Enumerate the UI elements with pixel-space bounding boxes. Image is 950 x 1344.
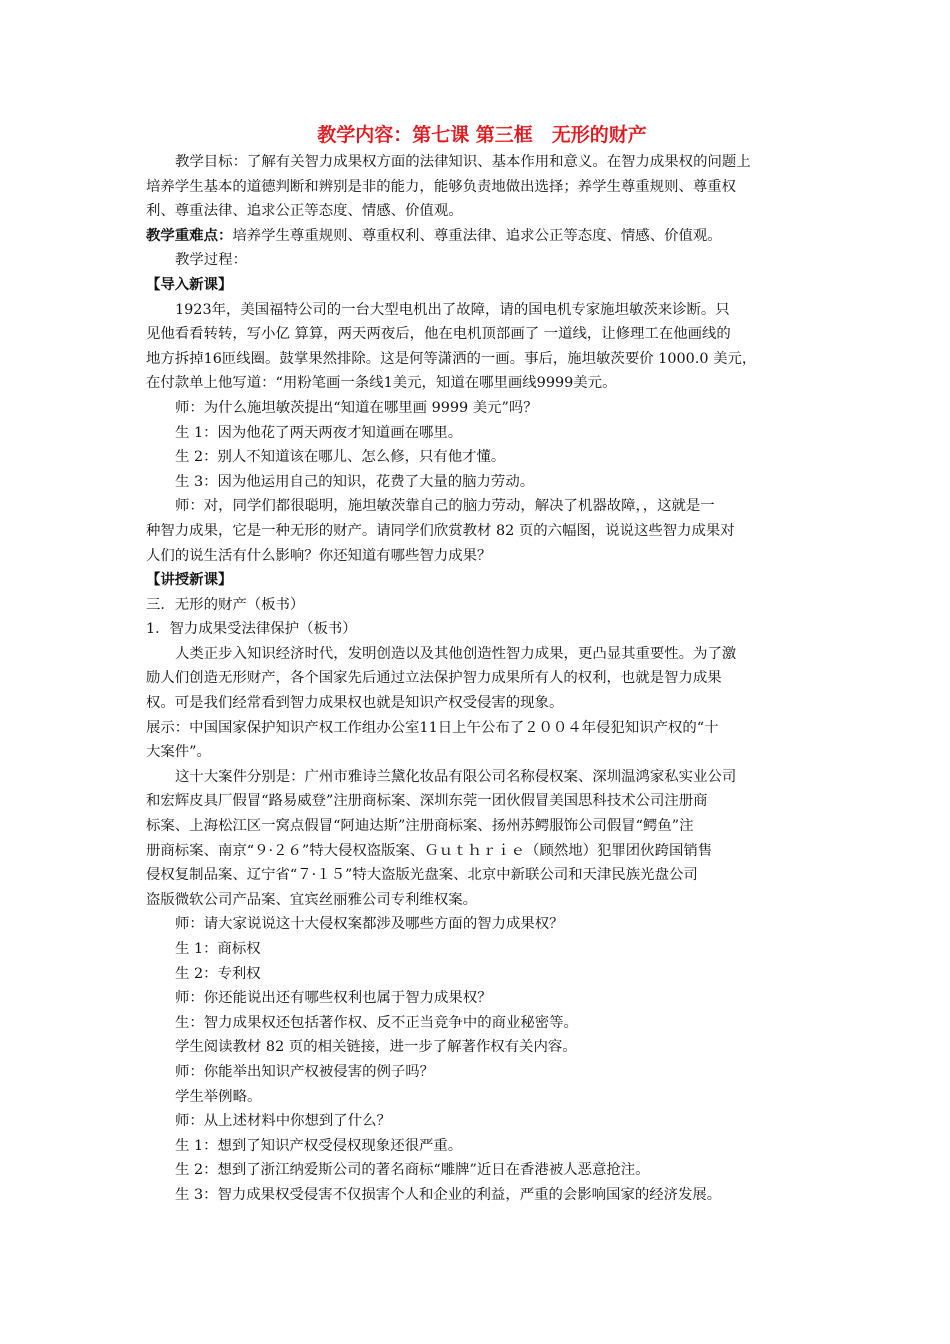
text-line: 地方拆掉16匝线圈。鼓掌果然排除。这是何等潇洒的一画。事后，施坦敏茨要价 1000.0 美元， (146, 350, 757, 367)
text-line: 盗版微软公司产品案、宜宾丝丽雅公司专利维权案。 (146, 891, 477, 908)
text-line: 见他看看转转，写小亿 算算，两天两夜后，他在电机顶部画了 一道线，让修理工在他画线的 (146, 326, 731, 343)
text-line: 【讲授新课】 (146, 571, 233, 589)
text-line: 生 3：因为他运用自己的知识，花费了大量的脑力劳动。 (175, 473, 535, 490)
text-line: 种智力成果，它是一种无形的财产。请同学们欣赏教材 82 页的六幅图，说说这些智力成果对 (146, 522, 735, 539)
text-line: 这十大案件分别是：广州市雅诗兰黛化妆品有限公司名称侵权案、深圳温鸿家私实业公司 (175, 768, 737, 785)
text-line: 师：你还能说出还有哪些权利也属于智力成果权？ (175, 990, 492, 1007)
document-title: 教学内容：第七课 第三框 无形的财产 (317, 124, 647, 146)
text-line: 三．无形的财产（板书） (146, 596, 305, 613)
text-line: 生 1：商标权 (175, 941, 261, 957)
document-body (146, 150, 810, 1208)
line-text: 培养学生尊重规则、尊重权利、尊重法律、追求公正等态度、情感、价值观。 (232, 227, 722, 244)
text-line: 标案、上海松江区一窝点假冒“阿迪达斯”注册商标案、扬州苏鳄服饰公司假冒“鳄鱼”注 (146, 818, 694, 835)
section-label: 教学重难点： (146, 226, 233, 244)
text-line: 大案件”。 (146, 744, 211, 761)
text-line: 生 1：想到了知识产权受侵权现象还很严重。 (175, 1137, 463, 1154)
text-line (146, 224, 810, 249)
text-line: 师：从上述材料中你想到了什么？ (175, 1113, 391, 1130)
text-line: 教学目标：了解有关智力成果权方面的法律知识、基本作用和意义。在智力成果权的问题上 (175, 154, 751, 170)
text-line: 人类正步入知识经济时代，发明创造以及其他创造性智力成果，更凸显其重要性。为了激 (175, 645, 737, 662)
text-line: 生：智力成果权还包括著作权、反不正当竞争中的商业秘密等。 (175, 1014, 578, 1031)
text-line: 生 3：智力成果权受侵害不仅损害个人和企业的利益，严重的会影响国家的经济发展。 (175, 1186, 722, 1203)
text-line: 师：你能举出知识产权被侵害的例子吗？ (175, 1063, 435, 1080)
text-line: 生 2：想到了浙江纳爱斯公司的著名商标“雕牌”近日在香港被人恶意抢注。 (175, 1162, 650, 1179)
text-line: 生 2：专利权 (175, 965, 261, 982)
text-line: 师：为什么施坦敏茨提出“知道在哪里画 9999 美元”吗？ (175, 399, 538, 416)
text-line: 生 2：别人不知道该在哪儿、怎么修，只有他才懂。 (175, 449, 506, 466)
text-line: 1．智力成果受法律保护（板书） (146, 621, 357, 638)
text-line: 【导入新课】 (146, 275, 233, 293)
text-line: 侵权复制品案、辽宁省“７·１５”特大盗版光盘案、北京中新联公司和天津民族光盘公司 (146, 867, 698, 884)
text-line: 学生举例略。 (175, 1088, 262, 1105)
text-line: 人们的说生活有什么影响？你还知道有哪些智力成果？ (146, 547, 492, 564)
text-line: 培养学生基本的道德判断和辨别是非的能力，能够负责地做出选择；养学生尊重规则、尊重权 (146, 178, 737, 195)
text-line: 师：对，同学们都很聪明，施坦敏茨靠自己的脑力劳动，解决了机器故障，，这就是一 (175, 498, 715, 515)
text-line: 励人们创造无形财产，各个国家先后通过立法保护智力成果所有人的权利，也就是智力成果 (146, 670, 722, 687)
text-line: 展示：中国国家保护知识产权工作组办公室11日上午公布了２００４年侵犯知识产权的“十 (146, 719, 719, 736)
text-line: 权。可是我们经常看到智力成果权也就是知识产权受侵害的现象。 (146, 695, 564, 712)
text-line: 利、尊重法律、追求公正等态度、情感、价值观。 (146, 203, 463, 220)
text-line: 在付款单上他写道：“用粉笔画一条线1美元，知道在哪里画线9999美元。 (146, 375, 617, 392)
text-line: 1923年，美国福特公司的一台大型电机出了故障，请的国电机专家施坦敏茨来诊断。只 (175, 301, 730, 318)
text-line: 册商标案、南京“９·２６”特大侵权盗版案、Ｇｕｔｈｒｉｅ（顾然地）犯罪团伙跨国销售 (146, 842, 713, 859)
text-line: 教学过程： (175, 252, 247, 269)
text-line: 师：请大家说说这十大侵权案都涉及哪些方面的智力成果权？ (175, 916, 564, 933)
text-line: 和宏辉皮具厂假冒“路易威登”注册商标案、深圳东莞一团伙假冒美国思科技术公司注册商 (146, 793, 708, 810)
text-line: 学生阅读教材 82 页的相关链接，进一步了解著作权有关内容。 (175, 1039, 577, 1056)
text-line: 生 1：因为他花了两天两夜才知道画在哪里。 (175, 424, 463, 441)
